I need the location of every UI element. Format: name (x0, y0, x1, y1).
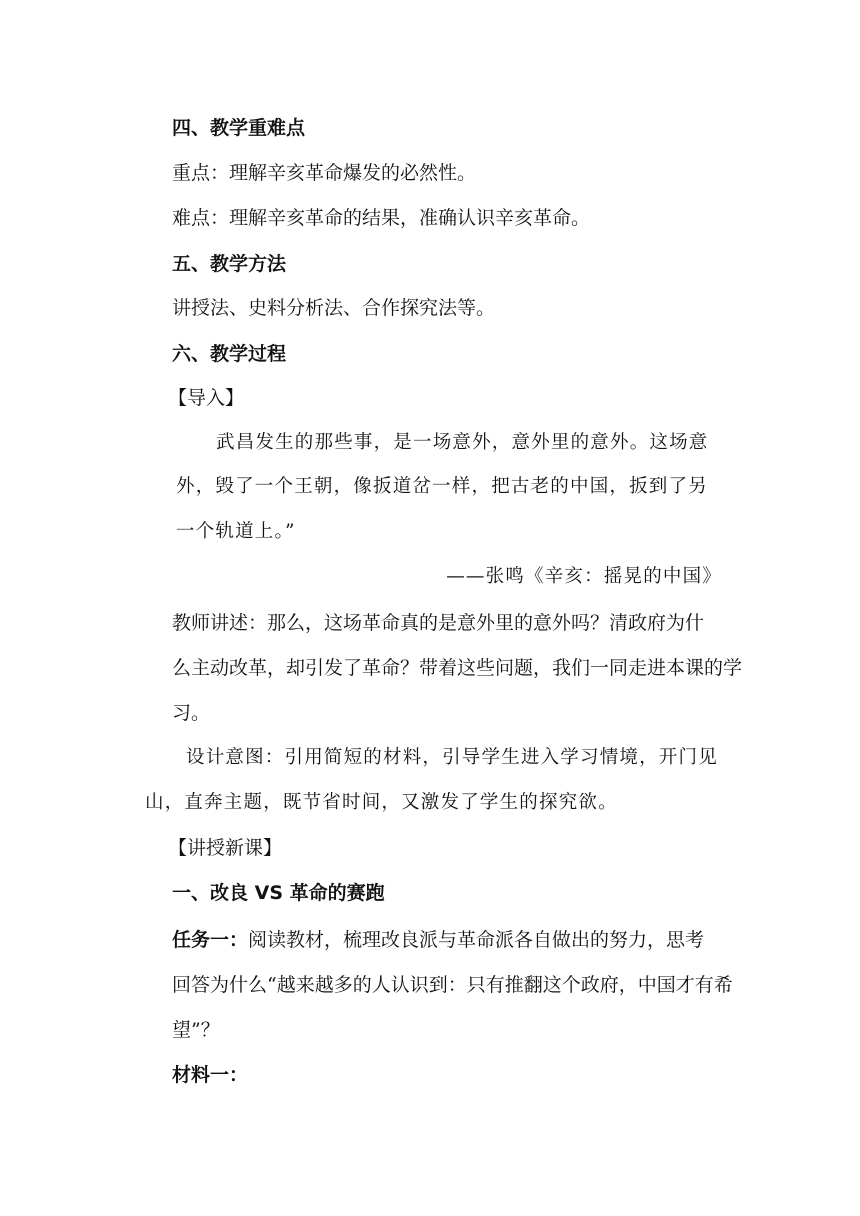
section-heading-teaching-methods: 五、教学方法 (172, 253, 287, 275)
difficult-point-text: 难点：理解辛亥革命的结果，准确认识辛亥革命。 (172, 207, 591, 229)
teacher-narration-line: 习。 (172, 702, 211, 724)
quote-source: ——张鸣《辛亥：摇晃的中国》 (446, 566, 722, 587)
intro-label: 【导入】 (168, 387, 245, 409)
design-intent-line: 山，直奔主题，既节省时间，又激发了学生的探究欲。 (145, 792, 618, 813)
new-lesson-label: 【讲授新课】 (168, 837, 283, 859)
task-line: 望”？ (172, 1019, 220, 1041)
task-line (172, 928, 704, 952)
task-line: 回答为什么“越来越多的人认识到：只有推翻这个政府，中国才有希 (172, 974, 733, 996)
task1-label: 任务一： (172, 929, 249, 951)
section-heading-key-difficult-points: 四、教学重难点 (172, 117, 306, 139)
material1-label: 材料一： (172, 1064, 249, 1086)
quote-line: 一个轨道上。” (176, 521, 296, 542)
part-heading-reform-vs-revolution: 一、改良 VS 革命的赛跑 (172, 882, 385, 904)
quote-line: 武昌发生的那些事，是一场意外，意外里的意外。这场意 (216, 432, 709, 453)
teacher-narration-line: 么主动改革，却引发了革命？带着这些问题，我们一同走进本课的学 (172, 657, 743, 679)
key-point-text: 重点：理解辛亥革命爆发的必然性。 (172, 162, 477, 184)
task1-text: 阅读教材，梳理改良派与革命派各自做出的努力，思考 (248, 929, 705, 951)
quote-line: 外，毁了一个王朝，像扳道岔一样，把古老的中国，扳到了另 (176, 476, 708, 497)
teaching-methods-text: 讲授法、史料分析法、合作探究法等。 (172, 297, 496, 319)
teacher-narration-line: 教师讲述：那么，这场革命真的是意外里的意外吗？清政府为什 (172, 612, 705, 634)
section-heading-teaching-process: 六、教学过程 (172, 343, 287, 365)
design-intent-line: 设计意图：引用简短的材料，引导学生进入学习情境，开门见 (186, 747, 718, 768)
